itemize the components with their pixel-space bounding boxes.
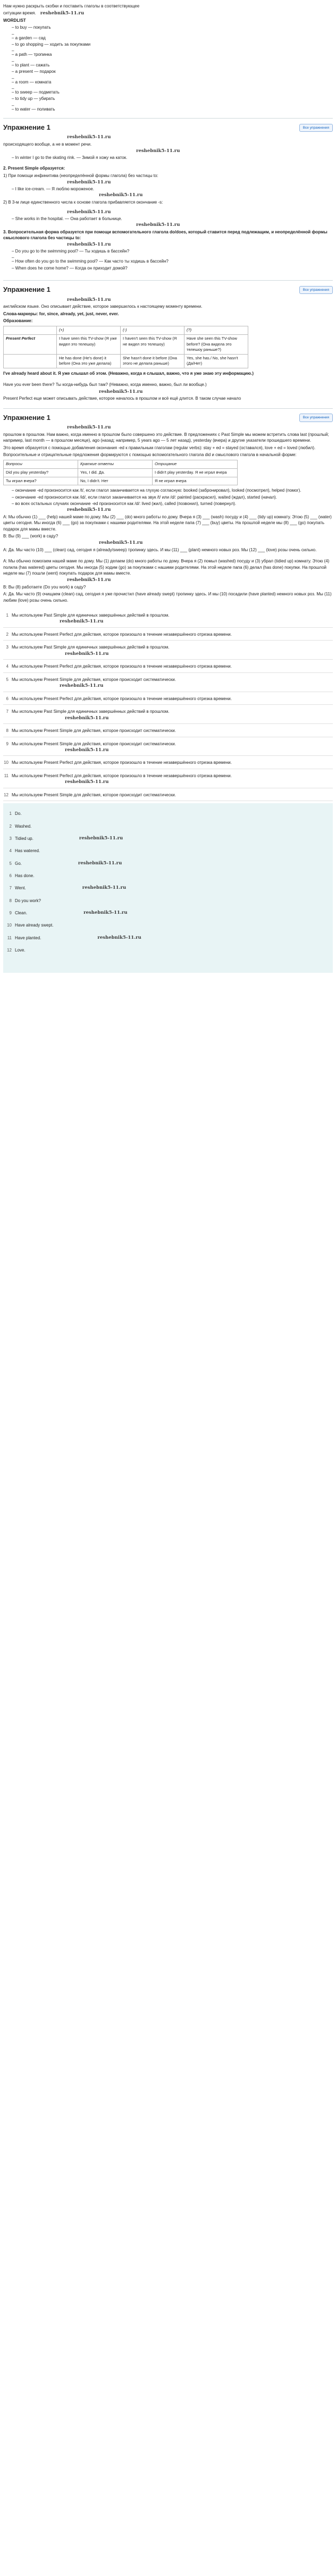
answer-item: 4 Has watered.	[9, 848, 40, 854]
watermark: reshebnik5-11.ru	[99, 192, 143, 198]
table-cell: Я не играл вчера	[153, 477, 238, 485]
list-item: – окончание -ed произносится как /t/, если глагол заканчивается на глухую согласную: booked (забронировал), looked (посмотрел), helped (помог).	[12, 487, 333, 493]
exercise-title: Упражнение 1	[3, 413, 51, 422]
table-header: Краткие ответы	[78, 460, 153, 469]
table-cell: Have she seen this TV-show before? (Она видела это телешоу раньше?)	[184, 334, 248, 354]
paragraph: I've already heard about it. Я уже слышал об этом. (Неважно, когда я слышал, важно, что я уже знаю эту информацию.)	[3, 371, 254, 376]
answer-item: 11 Have planted. reshebnik5-11.ru	[7, 935, 141, 940]
watermark: reshebnik5-11.ru	[67, 507, 111, 513]
paragraph: B: Вы (8) работаете (Do you work) в саду?	[3, 585, 86, 590]
past-simple-table	[3, 460, 238, 485]
exercise-title: Упражнение 1	[3, 123, 51, 131]
table-row	[4, 477, 238, 485]
list-item: – to water — поливать	[12, 106, 333, 112]
table-cell: No, I didn't. Нет	[78, 477, 153, 485]
watermark: reshebnik5-11.ru	[136, 222, 180, 228]
list-item: 11 Мы используем Present Perfect для действия, которое произошло в течение незавершённого отрезка времени. reshebnik5-11.ru	[3, 770, 333, 788]
paragraph: прошлом в прошлом. Нам важно, когда именно в прошлом было совершено это действие. В предложениях с Past Simple мы можем встретить слова last (прошлый; например, last month — в прошлом месяце), ago (назад; например, 5 years ago — 5 лет назад), yesterday (вчера) и другие указатели прошедшего времени.	[3, 432, 329, 443]
wordlist-title: WORDLIST	[3, 18, 26, 23]
list-item: 5 Мы используем Present Simple для действия, которое происходит систематически. reshebnik5-11.ru	[3, 674, 333, 692]
markers: Слова-маркеры: for, since, already, yet, just, never, ever.	[3, 311, 119, 316]
present-perfect-table	[3, 326, 248, 368]
paragraph: английском языке. Оно описывает действие, которое завершилось к настоящему моменту времени.	[3, 304, 203, 309]
intro-text: Нам нужно раскрыть скобки и поставить глаголы в соответствующее	[3, 4, 140, 9]
all-exercises-button[interactable]: Все упражнения	[299, 414, 333, 422]
answer-item: 3 Tidied up. reshebnik5-11.ru	[9, 835, 123, 841]
heading: 2. Present Simple образуется:	[3, 166, 65, 171]
paragraph: Это время образуется с помощью добавления окончания -ed к правильным глаголам (regular verbs): stay + ed = stayed (оставался), love + ed = loved (любил).	[3, 445, 316, 450]
watermark: reshebnik5-11.ru	[67, 209, 111, 215]
exercise-header	[3, 118, 333, 132]
exercise-title: Упражнение 1	[3, 285, 51, 294]
list-item: – a garden — сад	[12, 35, 333, 41]
watermark: reshebnik5-11.ru	[40, 11, 85, 16]
list-item: – a present — подарок	[12, 69, 333, 74]
table-cell: Yes, I did. Да.	[78, 468, 153, 477]
table-header: (+)	[57, 326, 121, 335]
table-cell: I have seen this TV-show (Я уже видел это телешоу)	[57, 334, 121, 354]
list-item: 7 Мы используем Past Simple для единичных завершённых действий в прошлом. reshebnik5-11.ru	[3, 706, 333, 724]
watermark: reshebnik5-11.ru	[67, 134, 111, 140]
paragraph: A: Да. Мы часто (10) ___ (clean) сад, сегодня я (already/sweep) тропинку здесь. И мы (11) ___ (plant) немного новых роз. Мы (12) ___ (love) розы очень сильно.	[3, 547, 317, 552]
list-item: – a path — тропинка	[12, 52, 333, 57]
paragraph: A: Мы обычно помогаем нашей маме по дому. Мы (1) делаем (do) много работы по дому. Вчера я (2) помыл (washed) посуду и (3) убрал (tidied up) комнату. Этою (4) полила (has watered) цветы сегодня. Мы иногда (5) ходим (go) за покупками с нашими родителями. На этой неделе папа (6) делал (has done) покупки. На прошлой неделе мы (7) пошли (went) покупать подарок для мамы вместе.	[3, 559, 330, 576]
list-item: 9 Мы используем Present Simple для действия, которое происходит систематически. reshebnik5-11.ru	[3, 738, 333, 756]
exercise-header	[3, 280, 333, 294]
table-row	[4, 334, 248, 354]
answer-item: 1 Do.	[9, 811, 22, 816]
paragraph: происходящего вообще, а не в момент речи.	[3, 142, 92, 147]
all-exercises-button[interactable]: Все упражнения	[299, 286, 333, 294]
table-cell: She hasn't done it before (Она этого не делала раньше)	[121, 354, 184, 368]
answers-panel	[3, 803, 333, 972]
paragraph: Present Perfect еще может описывать действие, которое началось в прошлом и всё ещё длится. В таком случае начало	[3, 396, 241, 401]
table-cell: Ты играл вчера?	[4, 477, 78, 485]
list-item: 8 Мы используем Present Simple для действия, которое происходит систематически.	[3, 725, 333, 737]
paragraph: А: Мы обычно (1) ___ (help) нашей маме по дому. Мы (2) ___ (do) много работы по дому. Вчера я (3) ___ (wash) посуду и (4) ___ (tidy up) комнату. Этою (5) ___ (water) цветы сегодня. Мы иногда (6) ___ (go) за покупками с нашими родителями. На этой неделе папа (7) ___ (buy) цветы. На прошлой неделе мы (8) ___ (go) покупать подарок для мамы вместе.	[3, 514, 332, 532]
example: – How often do you go to the swimming pool? — Как часто ты ходишь в бассейн?	[12, 258, 333, 264]
list-item: 2 Мы используем Present Perfect для действия, которое произошло в течение незавершённого отрезка времени.	[3, 629, 333, 641]
list-item: – a room — комната	[12, 79, 333, 85]
example: – In winter I go to the skating rink. — Зимой я хожу на каток.	[12, 155, 333, 161]
example: – I like ice-cream. — Я люблю мороженое.	[12, 186, 333, 192]
table-cell: I haven't seen this TV-show (Я не видел это телешоу)	[121, 334, 184, 354]
intro-text-2: ситуации время. reshebnik5-11.ru	[3, 11, 85, 16]
table-header	[4, 326, 57, 335]
list-item: 12 Мы используем Present Simple для действия, которое происходит систематически.	[3, 789, 333, 801]
heading: 3. Вопросительная форма образуется при помощи вспомогательного глагола do/does, который ставится перед подлежащим, и неопределённой формы смыслового глагола без частицы to:	[3, 229, 327, 241]
all-exercises-button[interactable]: Все упражнения	[299, 124, 333, 132]
paragraph: 2) В 3-м лице единственного числа к основе глагола прибавляется окончание -s:	[3, 199, 163, 205]
answer-item: 2 Washed.	[9, 823, 32, 829]
example: – She works in the hospital. — Она работает в больнице.	[12, 216, 333, 222]
answer-item: 5 Go. reshebnik5-11.ru	[9, 860, 122, 866]
list-item: – to buy — покупать	[12, 24, 333, 30]
answer-item: 10 Have already swept.	[7, 923, 54, 928]
table-cell: Present Perfect	[4, 334, 57, 354]
list-item: 10 Мы используем Present Perfect для действия, которое произошло в течение незавершённого отрезка времени.	[3, 757, 333, 769]
answer-item: 9 Clean. reshebnik5-11.ru	[9, 910, 128, 916]
watermark: reshebnik5-11.ru	[67, 577, 111, 583]
table-cell	[4, 354, 57, 368]
answer-item: 6 Has done.	[9, 873, 35, 878]
formation-label: Образование:	[3, 318, 33, 323]
exercise-header	[3, 408, 333, 423]
table-cell: He has done (He's done) it before (Она это уже делала)	[57, 354, 121, 368]
table-cell: I didn't play yesterday. Я не играл вчера	[153, 468, 238, 477]
paragraph: Вопросительные и отрицательные предложения формируются с помощью вспомогательного глагола did и смыслового глагола в начальной форме:	[3, 452, 297, 457]
list-item: – to go shopping — ходить за покупками	[12, 41, 333, 47]
watermark: reshebnik5-11.ru	[99, 540, 143, 546]
example: – Do you go to the swimming pool? — Ты ходишь в бассейн?	[12, 248, 333, 254]
table-header: Отрицание	[153, 460, 238, 469]
paragraph: A: Да. Мы часто (9) очищаем (clean) сад, сегодня я уже прочистил (have already swept) тропинку здесь. И мы (10) посадили (have planted) немного новых роз. Мы (11) любим (love) розы очень сильно.	[3, 592, 332, 603]
table-cell: Yes, she has./ No, she hasn't (Да/Нет)	[184, 354, 248, 368]
list-item: – to tidy up — убирать	[12, 96, 333, 102]
list-item: – во всех остальных случаях окончание -ed произносится как /d/: lived (жил), called (позвонил), turned (повернул).	[12, 501, 333, 507]
paragraph: 1) При помощи инфинитива (неопределённой формы глагола) без частицы to:	[3, 173, 158, 178]
watermark: reshebnik5-11.ru	[67, 180, 111, 186]
table-cell: Did you play yesterday?	[4, 468, 78, 477]
paragraph: B: Вы (9) ___ (work) в саду?	[3, 534, 58, 538]
table-header: (-)	[121, 326, 184, 335]
watermark: reshebnik5-11.ru	[99, 389, 143, 394]
watermark: reshebnik5-11.ru	[67, 242, 111, 248]
list-item: 4 Мы используем Present Perfect для действия, которое произошло в течение незавершённого отрезка времени.	[3, 661, 333, 672]
watermark: reshebnik5-11.ru	[67, 425, 111, 431]
table-header: Вопросы	[4, 460, 78, 469]
task-list	[3, 610, 333, 801]
answer-item: 8 Do you work?	[9, 898, 41, 903]
example: – When does he come home? — Когда он приходит домой?	[12, 265, 333, 271]
watermark: reshebnik5-11.ru	[136, 148, 180, 154]
paragraph: Have you ever been there? Ты когда-нибудь был там? (Неважно, когда именно, важно, был ли вообще.)	[3, 382, 207, 388]
answer-item: 12 Love.	[7, 948, 26, 953]
wordlist	[3, 24, 333, 112]
table-row	[4, 354, 248, 368]
list-item: – to plant — сажать	[12, 62, 333, 68]
list-item: 1 Мы используем Past Simple для единичных завершённых действий в прошлом. reshebnik5-11.ru	[3, 610, 333, 628]
list-item: 6 Мы используем Present Perfect для действия, которое произошло в течение незавершённого отрезка времени.	[3, 693, 333, 705]
list-item: – окончание -ed произносится как /id/, если глагол заканчивается на звук /t/ или /d/: painted (раскрасил), waited (ждал), started (начал).	[12, 494, 333, 500]
answer-item: 7 Went. reshebnik5-11.ru	[9, 885, 127, 891]
watermark: reshebnik5-11.ru	[67, 297, 111, 302]
table-row	[4, 468, 238, 477]
list-item: – to sweep — подметать	[12, 89, 333, 95]
table-header: (?)	[184, 326, 248, 335]
list-item: 3 Мы используем Past Simple для единичных завершённых действий в прошлом. reshebnik5-11.ru	[3, 642, 333, 660]
